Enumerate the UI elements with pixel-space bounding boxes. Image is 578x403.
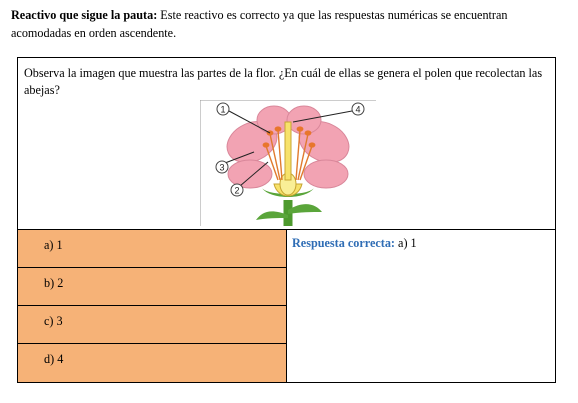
question-text: Observa la imagen que muestra las partes de la flor. ¿En cuál de ellas se genera el polen que recolectan las abejas? (24, 66, 543, 97)
option-a[interactable] (18, 230, 286, 267)
correct-answer (292, 236, 417, 251)
option-c[interactable] (18, 306, 286, 343)
option-d[interactable] (18, 344, 286, 382)
question-table (17, 57, 556, 383)
label-1: 1 (220, 104, 226, 115)
label-3: 3 (219, 162, 225, 173)
petal (304, 160, 348, 188)
leaf-right (288, 204, 322, 214)
intro-text: Este reactivo es correcto ya que las respuestas numéricas se encuentran acomodadas en orden ascendente. (11, 8, 508, 40)
intro-bold: Reactivo que sigue la pauta: (11, 8, 158, 22)
leaf-left (256, 211, 288, 220)
answer-label: Respuesta correcta: (292, 236, 395, 250)
option-label: a) 1 (44, 238, 63, 252)
divider (286, 229, 287, 382)
option-label: c) 3 (44, 314, 63, 328)
option-label: d) 4 (44, 352, 64, 366)
option-b[interactable] (18, 268, 286, 305)
answer-value: a) 1 (395, 236, 417, 250)
pistil (285, 122, 291, 180)
flower-diagram (200, 100, 376, 226)
label-2: 2 (234, 185, 240, 196)
label-4: 4 (355, 104, 361, 115)
option-label: b) 2 (44, 276, 64, 290)
intro-paragraph (11, 6, 567, 42)
